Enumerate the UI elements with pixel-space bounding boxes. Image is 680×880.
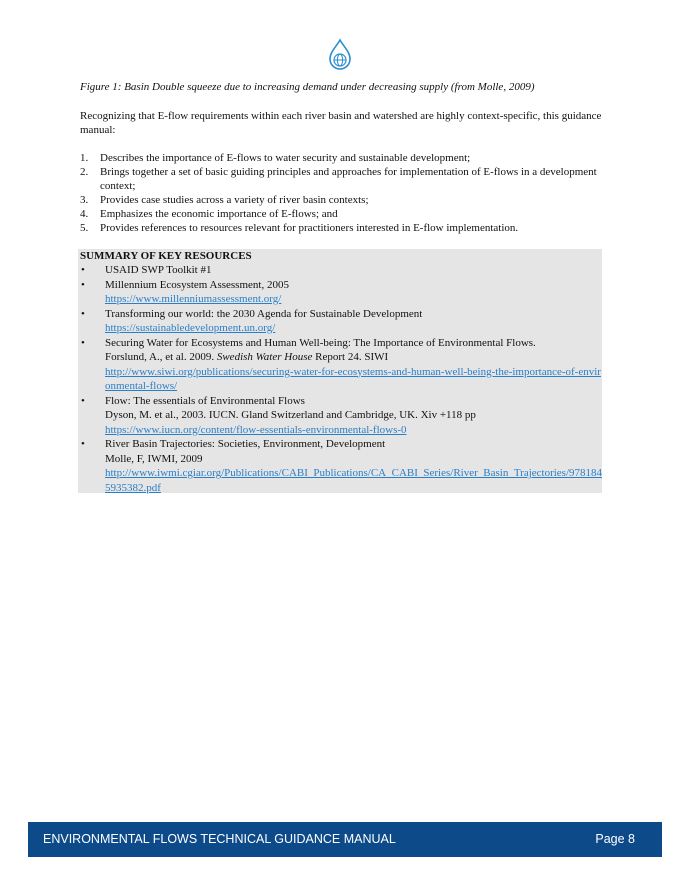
bullet-icon: • — [81, 307, 85, 320]
resource-citation: Dyson, M. et al., 2003. IUCN. Gland Switzerland and Cambridge, UK. Xiv +118 pp — [105, 409, 476, 421]
water-drop-globe-icon — [326, 38, 354, 72]
resources-list — [78, 263, 602, 495]
key-resources-box — [78, 249, 602, 493]
figure-caption — [80, 80, 620, 94]
list-item — [80, 151, 605, 165]
resource-item — [78, 307, 602, 336]
bullet-icon: • — [81, 264, 85, 276]
page-number: Page 8 — [595, 832, 635, 846]
list-item-text: Brings together a set of basic guiding principles and approaches for implementation of E-flows in a development context; — [100, 166, 597, 192]
citation-authors: Forslund, A., et al. 2009. — [105, 351, 217, 363]
resource-link[interactable]: http://www.iwmi.cgiar.org/Publications/CABI_Publications/CA_CABI_Series/River_Basin_Trajectories/9781845935382.pdf — [105, 467, 603, 494]
page-footer — [28, 822, 662, 857]
key-resources-title: SUMMARY OF KEY RESOURCES — [80, 250, 252, 262]
footer-title: ENVIRONMENTAL FLOWS TECHNICAL GUIDANCE MANUAL — [43, 832, 396, 846]
list-item — [80, 165, 605, 193]
list-item-text: Provides case studies across a variety of river basin contexts; — [100, 194, 369, 206]
list-item — [80, 207, 605, 221]
resource-title: River Basin Trajectories: Societies, Environment, Development — [105, 438, 386, 450]
list-number: 3. — [80, 194, 89, 206]
list-item — [80, 221, 605, 235]
citation-report: Report 24. SIWI — [312, 351, 389, 363]
bullet-icon: • — [81, 278, 85, 291]
intro-paragraph: Recognizing that E-flow requirements within each river basin and watershed are highly context-specific, this guidance manual: — [80, 110, 602, 136]
resource-item — [78, 278, 602, 307]
resource-link[interactable]: https://www.iucn.org/content/flow-essentials-environmental-flows-0 — [105, 423, 407, 436]
resource-link[interactable]: http://www.siwi.org/publications/securing-water-for-ecosystems-and-human-well-being-the-importance-of-environmental-flows/ — [105, 365, 601, 392]
resource-title: Transforming our world: the 2030 Agenda for Sustainable Development — [105, 307, 423, 320]
list-number: 1. — [80, 152, 89, 164]
resource-item — [78, 336, 602, 394]
resource-citation: Molle, F, IWMI, 2009 — [105, 452, 203, 465]
list-item — [80, 193, 605, 207]
resource-item — [78, 437, 602, 495]
resource-title: Securing Water for Ecosystems and Human Well-being: The Importance of Environmental Flows. — [105, 336, 536, 349]
list-item-text: Emphasizes the economic importance of E-flows; and — [100, 208, 338, 220]
bullet-icon: • — [81, 336, 85, 349]
resource-title: Millennium Ecosystem Assessment, 2005 — [105, 278, 289, 291]
bullet-icon: • — [81, 394, 85, 407]
citation-publisher: Swedish Water House — [216, 351, 313, 363]
resource-item — [78, 263, 602, 278]
list-number: 5. — [80, 222, 89, 234]
resource-citation — [105, 350, 602, 365]
resource-link[interactable]: https://www.millenniumassessment.org/ — [105, 293, 282, 305]
guidance-list — [80, 151, 605, 235]
resource-item — [78, 394, 602, 438]
figure-label: Figure 1 — [80, 81, 118, 93]
list-item-text: Provides references to resources relevant for practitioners interested in E-flow implementation. — [100, 222, 519, 234]
figure-caption-text: : Basin Double squeeze due to increasing demand under decreasing supply (from Molle, 2009) — [117, 81, 535, 93]
resource-title: Flow: The essentials of Environmental Flows — [105, 394, 305, 407]
bullet-icon: • — [81, 438, 85, 450]
list-number: 4. — [80, 208, 89, 220]
list-item-text: Describes the importance of E-flows to water security and sustainable development; — [100, 152, 471, 164]
list-number: 2. — [80, 166, 89, 178]
resource-title: USAID SWP Toolkit #1 — [105, 264, 212, 276]
resource-link[interactable]: https://sustainabledevelopment.un.org/ — [105, 322, 276, 334]
